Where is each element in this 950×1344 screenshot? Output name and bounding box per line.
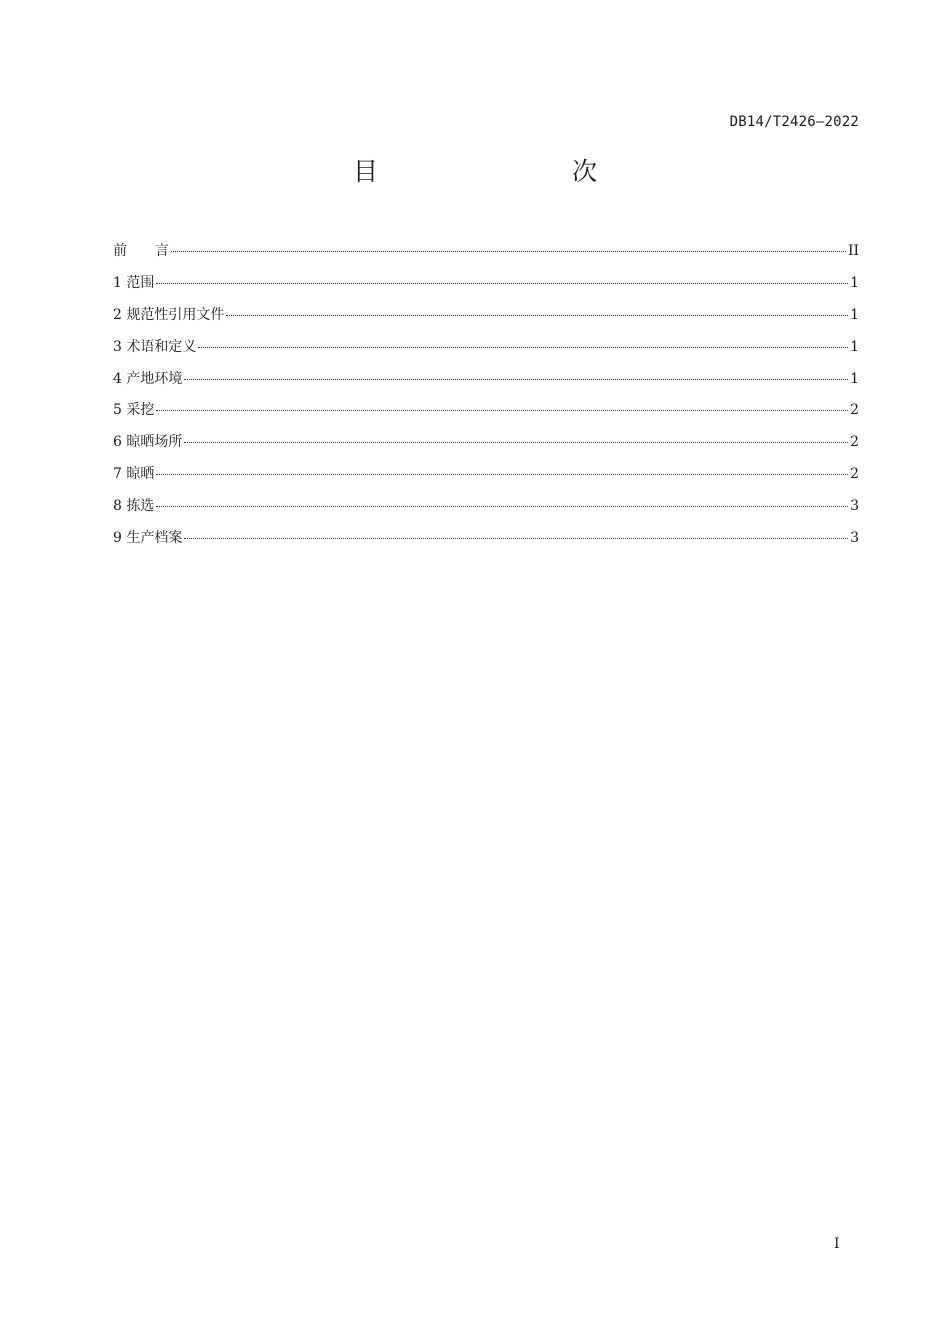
toc-entry-terms[interactable] [113,336,859,368]
toc-entry-label: 2 规范性引用文件 [113,306,225,323]
toc-entry-drying[interactable] [113,463,859,495]
toc-dot-leader [184,442,848,443]
toc-entry-page: 2 [850,402,859,419]
toc-entry-page: 1 [850,370,859,387]
toc-entry-label: 8 拣选 [113,498,155,515]
toc-entry-page: 2 [850,466,859,483]
toc-entry-harvest[interactable] [113,399,859,431]
toc-entry-scope[interactable] [113,272,859,304]
toc-entry-label: 1 范围 [113,274,155,291]
toc-dot-leader [184,538,848,539]
toc-dot-leader [156,283,848,284]
table-of-contents [113,240,859,559]
toc-dot-leader [198,347,848,348]
toc-entry-sorting[interactable] [113,495,859,527]
toc-dot-leader [156,410,848,411]
toc-entry-page: 3 [850,530,859,547]
toc-entry-label: 前 言 [113,243,169,259]
toc-dot-leader [171,251,846,252]
toc-entry-records[interactable] [113,527,859,559]
toc-dot-leader [184,379,848,380]
toc-entry-page: II [847,243,859,259]
toc-entry-label: 6 晾晒场所 [113,434,183,451]
toc-dot-leader [156,506,848,507]
toc-entry-page: 1 [850,338,859,355]
page-title: 目 次 [352,157,645,186]
toc-entry-page: 3 [850,498,859,515]
toc-entry-page: 2 [850,434,859,451]
toc-dot-leader [226,315,848,316]
toc-entry-environment[interactable] [113,368,859,400]
toc-entry-page: 1 [850,306,859,323]
toc-entry-page: 1 [850,274,859,291]
toc-entry-label: 7 晾晒 [113,466,155,483]
toc-entry-label: 4 产地环境 [113,370,183,387]
toc-entry-foreword[interactable] [113,240,859,272]
toc-entry-drying-site[interactable] [113,431,859,463]
toc-entry-normative-references[interactable] [113,304,859,336]
toc-entry-label: 3 术语和定义 [113,338,197,355]
toc-entry-label: 9 生产档案 [113,530,183,547]
toc-entry-label: 5 采挖 [113,402,155,419]
page-number: I [834,1236,840,1252]
toc-dot-leader [156,474,848,475]
document-code: DB14/T2426—2022 [729,114,859,130]
